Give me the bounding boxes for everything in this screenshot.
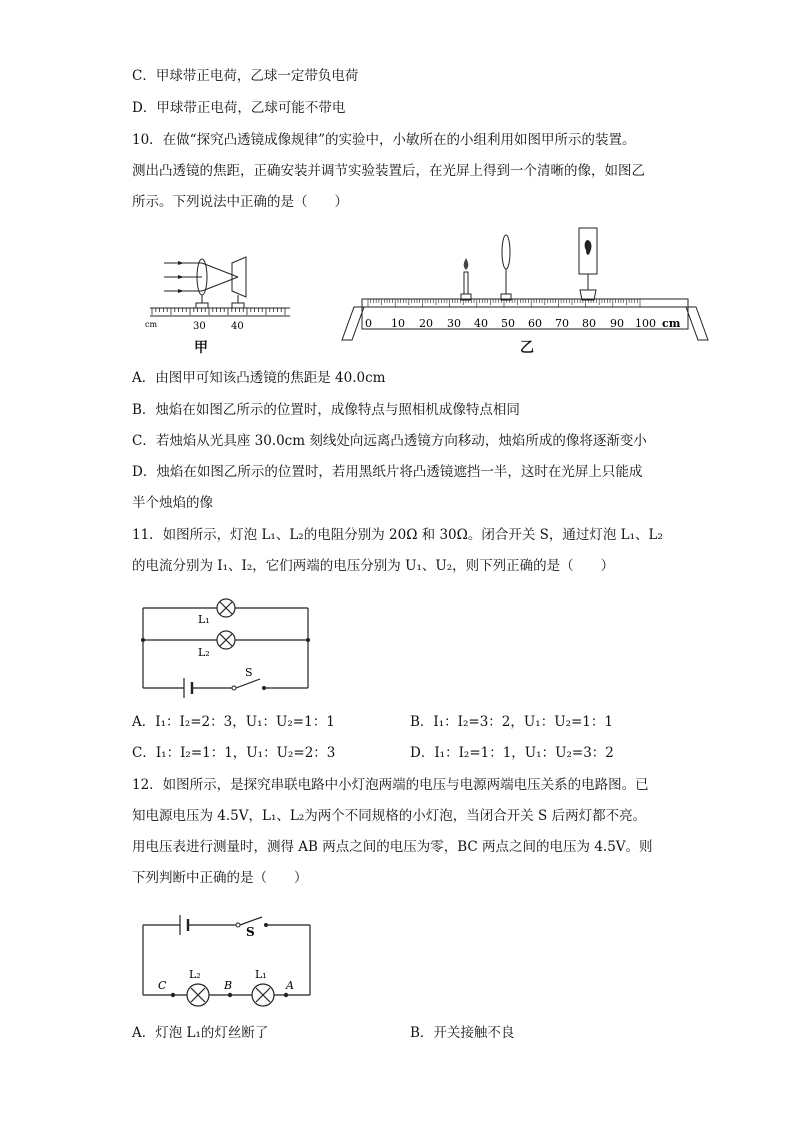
q12-option-b: B．开关接触不良 [410, 1025, 515, 1041]
q11-label-S: S [245, 666, 253, 679]
q10-option-b: B．烛焰在如图乙所示的位置时，成像特点与照相机成像特点相同 [132, 402, 520, 418]
q12-option-a: A．灯泡 L₁的灯丝断了 [132, 1025, 269, 1041]
fig-yi-tick-20: 20 [419, 317, 433, 330]
q10-option-d-line2: 半个烛焰的像 [132, 495, 213, 511]
q11-stem-line2: 的电流分别为 I₁、I₂，它们两端的电压分别为 U₁、U₂，则下列正确的是（ ） [132, 558, 615, 574]
figure-jia-lens-focus [140, 245, 300, 345]
q12-stem-line4: 下列判断中正确的是（ ） [132, 870, 308, 886]
q12-label-S: S [246, 925, 255, 939]
fig-jia-tick-30: 30 [193, 321, 206, 332]
fig-yi-tick-10: 10 [391, 317, 405, 330]
fig-jia-caption: 甲 [194, 340, 208, 356]
q9-option-c: C．甲球带正电荷，乙球一定带负电荷 [132, 68, 359, 84]
fig-jia-unit: cm [145, 320, 158, 329]
fig-yi-unit: cm [662, 317, 681, 330]
fig-yi-tick-40: 40 [474, 317, 488, 330]
q12-label-B: B [224, 979, 233, 992]
q10-stem-line2: 测出凸透镜的焦距，正确安装并调节实验装置后，在光屏上得到一个清晰的像，如图乙 [132, 163, 645, 179]
q9-option-d: D．甲球带正电荷，乙球可能不带电 [132, 100, 346, 116]
q12-label-A: A [286, 979, 294, 992]
fig-yi-tick-50: 50 [501, 317, 515, 330]
q11-stem-line1: 11．如图所示，灯泡 L₁、L₂的电阻分别为 20Ω 和 30Ω。闭合开关 S，通过灯泡 L₁、L₂ [132, 527, 663, 543]
q12-stem-line1: 12．如图所示，是探究串联电路中小灯泡两端的电压与电源两端电压关系的电路图。已 [132, 777, 649, 793]
q10-stem-line1: 10．在做“探究凸透镜成像规律”的实验中，小敏所在的小组利用如图甲所示的装置。 [132, 132, 636, 148]
q12-stem-line3: 用电压表进行测量时，测得 AB 两点之间的电压为零，BC 两点之间的电压为 4.5V。则 [132, 839, 653, 855]
q10-option-c: C．若烛焰从光具座 30.0cm 刻线处向远离凸透镜方向移动，烛焰所成的像将逐渐变小 [132, 433, 647, 449]
q11-label-L2: L₂ [198, 646, 210, 659]
q10-stem-line3: 所示。下列说法中正确的是（ ） [132, 194, 348, 210]
q11-option-c: C．I₁：I₂=1：1，U₁：U₂=2：3 [132, 745, 336, 761]
fig-yi-tick-100: 100 [635, 317, 656, 330]
figure-yi-optical-bench [340, 222, 710, 347]
q11-label-L1: L₁ [198, 613, 210, 626]
figure-q11-parallel-circuit [138, 592, 318, 698]
fig-yi-tick-70: 70 [555, 317, 569, 330]
fig-yi-tick-30: 30 [447, 317, 461, 330]
fig-yi-tick-90: 90 [610, 317, 624, 330]
fig-yi-tick-60: 60 [528, 317, 542, 330]
q11-option-d: D．I₁：I₂=1：1，U₁：U₂=3：2 [410, 745, 614, 761]
fig-yi-tick-0: 0 [365, 317, 372, 330]
q10-option-a: A．由图甲可知该凸透镜的焦距是 40.0cm [132, 370, 386, 386]
figure-q12-series-circuit [138, 905, 318, 1010]
q10-option-d-line1: D．烛焰在如图乙所示的位置时，若用黑纸片将凸透镜遮挡一半，这时在光屏上只能成 [132, 464, 643, 480]
q12-label-C: C [158, 979, 167, 992]
fig-yi-caption: 乙 [520, 340, 534, 356]
q12-label-L2: L₂ [189, 968, 201, 981]
fig-yi-tick-80: 80 [582, 317, 596, 330]
q11-option-a: A．I₁：I₂=2：3，U₁：U₂=1：1 [132, 714, 335, 730]
q12-stem-line2: 知电源电压为 4.5V，L₁、L₂为两个不同规格的小灯泡，当闭合开关 S 后两灯都不亮。 [132, 808, 647, 824]
q11-option-b: B．I₁：I₂=3：2，U₁：U₂=1：1 [410, 714, 613, 730]
fig-jia-tick-40: 40 [231, 321, 244, 332]
q12-label-L1: L₁ [255, 968, 267, 981]
